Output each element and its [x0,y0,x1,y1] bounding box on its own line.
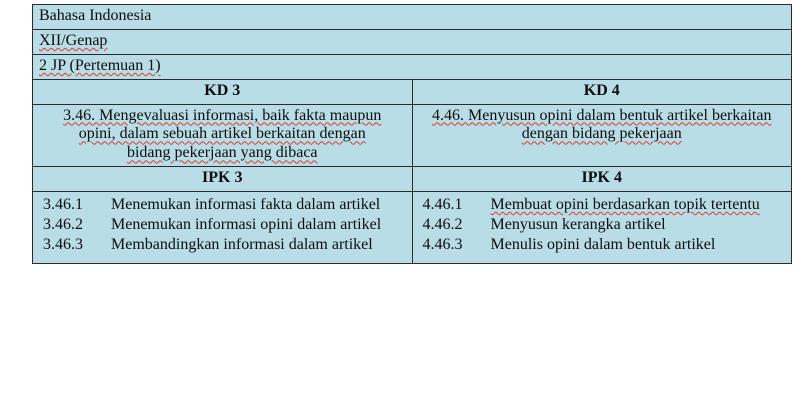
ipk4-list [419,194,786,260]
ipk-description [485,196,786,215]
kd4-text: 4.46. Menyusun opini dalam bentuk artikel berkaitan dengan bidang pekerjaan [432,106,772,143]
ipk3-list [39,194,406,260]
ipk-description: Menyusun kerangka artikel [490,215,666,233]
lesson-plan-table [32,4,792,264]
ipk-code: 3.46.3 [43,235,83,253]
duration-cell [33,54,792,79]
table-row-ipk-headers [33,167,792,192]
subject-cell: Bahasa Indonesia [33,5,792,30]
table-row-kd-headers [33,79,792,104]
ipk4-content [412,192,792,264]
ipk-description: Menemukan informasi fakta dalam artikel [111,196,381,213]
kd3-content [33,104,413,167]
table-row-subject [33,5,792,30]
ipk3-content [33,192,413,264]
table-row-duration [33,54,792,79]
list-item [39,216,406,235]
table-row-class [33,29,792,54]
ipk-description: Menulis opini dalam bentuk artikel [490,235,716,253]
ipk-code: 4.46.1 [422,196,463,213]
ipk-code: 4.46.2 [422,215,463,233]
ipk-description: Membandingkan informasi dalam artikel [111,235,373,253]
class-semester-cell [33,29,792,54]
kd4-content [412,104,792,167]
list-item [419,196,786,215]
ipk-code: 4.46.3 [422,235,463,253]
list-item [419,216,786,235]
kd3-header: KD 3 [33,79,413,104]
class-semester-text: XII/Genap [39,31,108,49]
ipk-description: Menemukan informasi opini dalam artikel [111,215,382,233]
list-item [39,236,406,255]
list-item [419,236,786,255]
list-item [39,196,406,215]
ipk3-header: IPK 3 [33,167,413,192]
table-row-kd-content [33,104,792,167]
ipk-code: 3.46.2 [43,215,83,233]
ipk4-header: IPK 4 [412,167,792,192]
ipk-code: 3.46.1 [43,196,83,213]
ipk-description-text: Membuat opini berdasarkan topik tertentu [490,196,760,213]
duration-text: 2 JP (Pertemuan 1) [39,56,161,74]
kd3-text: 3.46. Mengevaluasi informasi, baik fakta maupun opini, dalam sebuah artikel berkaitan dengan bidang pekerjaan yang dibaca [63,106,382,162]
kd4-header: KD 4 [412,79,792,104]
table-row-ipk-content [33,192,792,264]
